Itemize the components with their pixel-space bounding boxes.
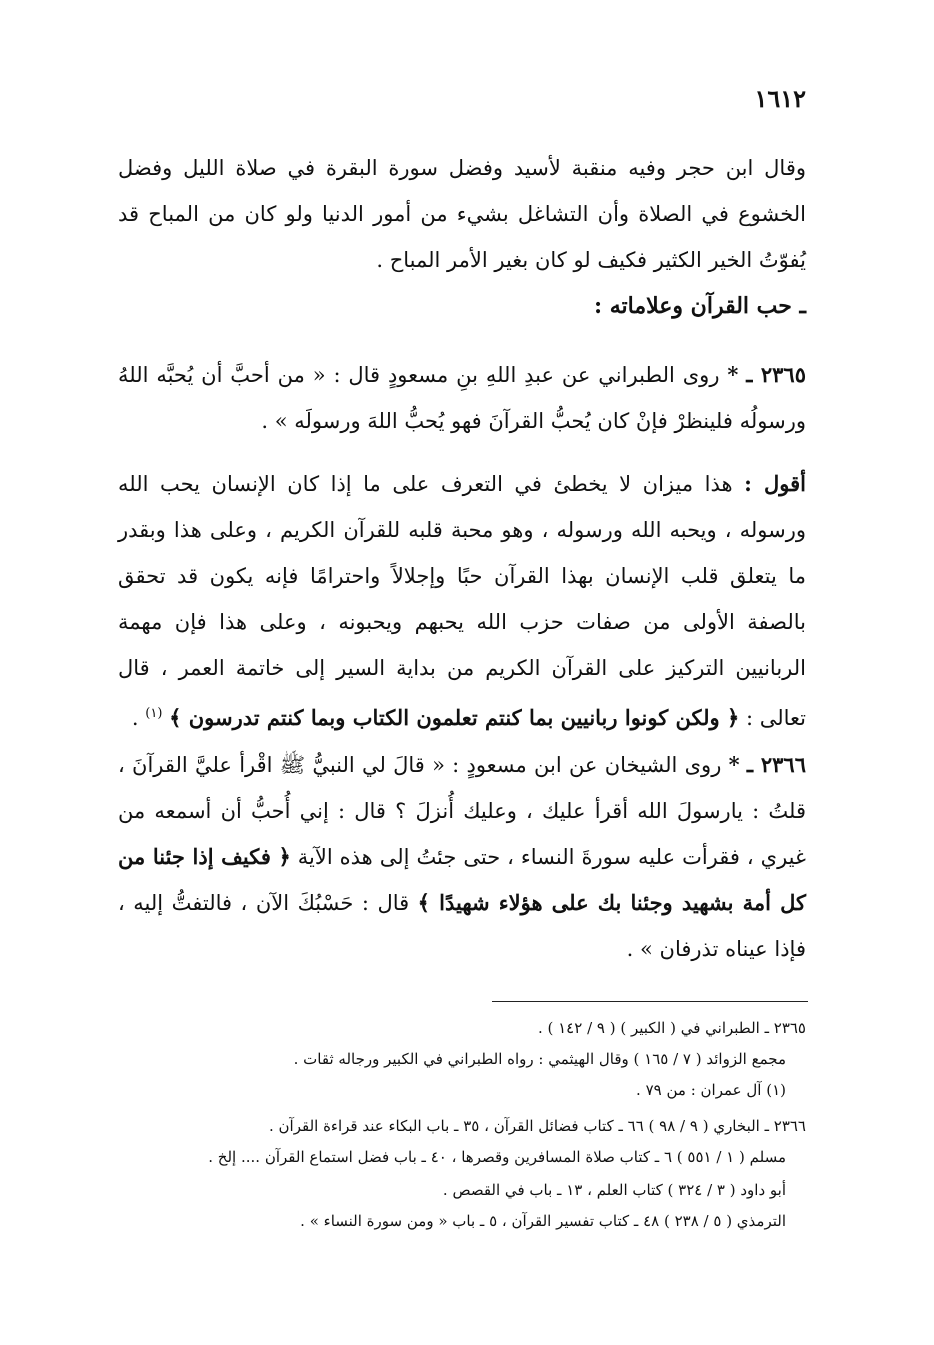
footnote-ref: (١): [145, 706, 163, 721]
quran-verse: ﴿ ولكن كونوا ربانيين بما كنتم تعلمون الكتاب وبما كنتم تدرسون ﴾: [169, 705, 740, 730]
commentary-paragraph: [118, 461, 806, 741]
footnote-line: أبو داود ( ٣ / ٣٢٤ ) كتاب العلم ، ١٣ ـ باب في القصص .: [442, 1181, 786, 1199]
hadith-number: ٢٣٦٥ ـ: [746, 362, 806, 387]
star-marker: *: [728, 752, 740, 777]
footnote-line: مجمع الزوائد ( ٧ / ١٦٥ ) وقال الهيثمي : رواه الطبراني في الكبير ورجاله ثقات .: [293, 1050, 786, 1068]
star-marker: *: [727, 362, 739, 387]
hadith-text-part-1: روى الشيخان عن ابن مسعودٍ : « قالَ لي النبيُّ ﷺ اقْرأ عليَّ القرآنَ ، قلتُ : يارسولَ الله أقرأ عليك ، وعليك أُنزلَ ؟ قال : إني أُحبُّ أن أسمعه من غيري ، فقرأت عليه سورةَ النساء ، حتى جئتُ إلى هذه الآية: [118, 753, 806, 869]
hadith-2366: [118, 742, 806, 972]
page-number: ١٦١٢: [754, 84, 806, 113]
paragraph-ibn-hajar: وقال ابن حجر وفيه منقبة لأسيد وفضل سورة البقرة في صلاة الليل وفضل الخشوع في الصلاة وأن التشاغل بشيء من أمور الدنيا ولو كان من المباح قد يُفوّتُ الخير الكثير فكيف لو كان بغير الأمر المباح .: [118, 156, 806, 272]
hadith-text: روى الطبراني عن عبدِ اللهِ بنِ مسعودٍ قال : « من أحبَّ أن يُحبَّه اللهُ ورسولُه فلينظرْ فإنْ كان يُحبُّ القرآنَ فهو يُحبُّ اللهَ ورسولَه » .: [118, 363, 806, 433]
footnote-line: الترمذي ( ٥ / ٢٣٨ ) ٤٨ ـ كتاب تفسير القرآن ، ٥ ـ باب « ومن سورة النساء » .: [300, 1212, 786, 1230]
commentary-label: أقول :: [744, 471, 806, 496]
commentary-end: .: [131, 706, 139, 730]
section-heading: ـ حب القرآن وعلاماته :: [593, 293, 806, 319]
quran-verse: ﴿ فكيف إذا جئنا من كل أمة بشهيد وجئنا بك على هؤلاء شهيدًا ﴾: [118, 844, 806, 915]
footnote-line: مسلم ( ١ / ٥٥١ ) ٦ ـ كتاب صلاة المسافرين وقصرها ، ٤٠ ـ باب فضل استماع القرآن .... إلخ .: [208, 1148, 786, 1166]
footnote-line: ٢٣٦٦ ـ البخاري ( ٩ / ٩٨ ) ٦٦ ـ كتاب فضائل القرآن ، ٣٥ ـ باب البكاء عند قراءة القرآن .: [268, 1117, 806, 1135]
footnote-separator: [492, 1001, 808, 1002]
hadith-text-part-2: قال : حَسْبُكَ الآن ، فالتفتُّ إليه ، فإذا عيناه تذرفان » .: [118, 891, 806, 961]
footnote-line: (١) آل عمران : من ٧٩ .: [636, 1081, 786, 1099]
commentary-text: هذا ميزان لا يخطئ في التعرف على ما إذا كان الإنسان يحب الله ورسوله ، ويحبه الله ورسوله ، وهو محبة قلبه للقرآن الكريم ، وعلى هذا وبقدر ما يتعلق قلب الإنسان بهذا القرآن حبًا وإجلالاً واحترامًا فإنه يكون قد تحقق بالصفة الأولى من صفات حزب الله يحبهم ويحبونه ، وعلى هذا فإن مهمة الربانيين التركيز على القرآن الكريم من بداية السير إلى خاتمة العمر ، قال تعالى :: [118, 472, 806, 730]
footnote-line: ٢٣٦٥ ـ الطبراني في ( الكبير ) ( ٩ / ١٤٢ ) .: [537, 1019, 806, 1037]
hadith-number: ٢٣٦٦ ـ: [746, 752, 806, 777]
hadith-2365: [118, 352, 806, 444]
